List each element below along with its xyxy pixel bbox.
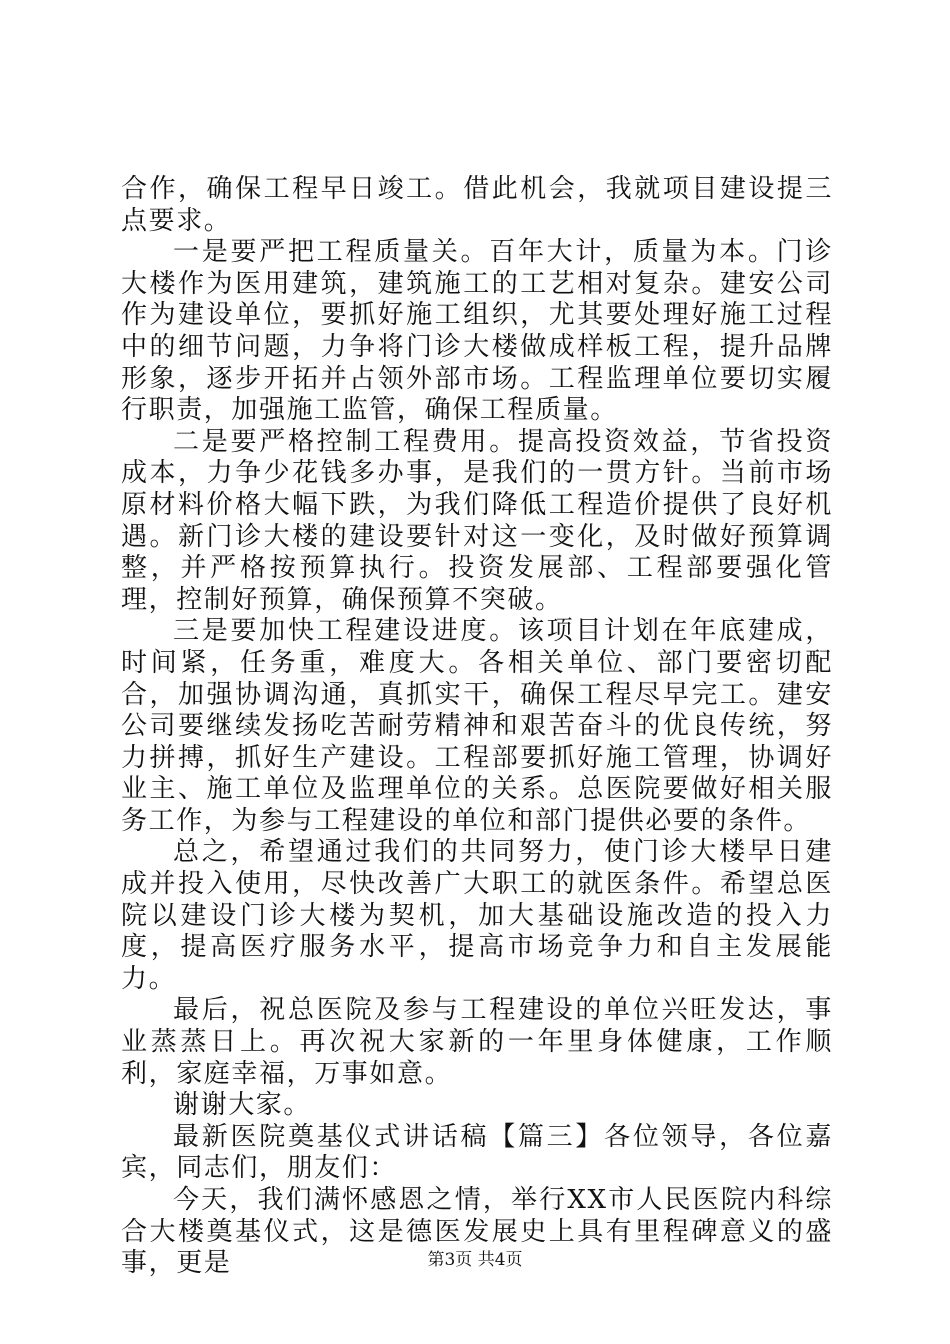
page-footer: 第3页 共4页: [427, 1250, 523, 1270]
paragraph-8: 最新医院奠基仪式讲话稿【篇三】各位领导，各位嘉宾，同志们，朋友们：: [121, 1121, 833, 1184]
paragraph-9: 今天，我们满怀感恩之情，举行XX市人民医院内科综合大楼奠基仪式，这是德医发展史上具有里程碑意义的盛事，更是: [121, 1185, 833, 1279]
paragraph-6: 最后，祝总医院及参与工程建设的单位兴旺发达，事业蒸蒸日上。再次祝大家新的一年里身体健康，工作顺利，家庭幸福，万事如意。: [121, 995, 833, 1089]
document-body: [121, 174, 833, 1280]
paragraph-7: 谢谢大家。: [173, 1090, 312, 1121]
paragraph-1: 合作，确保工程早日竣工。借此机会，我就项目建设提三点要求。: [121, 174, 833, 236]
paragraph-4: 三是要加快工程建设进度。该项目计划在年底建成，时间紧，任务重，难度大。各相关单位、部门要密切配合，加强协调沟通，真抓实干，确保工程尽早完工。建安公司要继续发扬吃苦耐劳精神和艰苦奋斗的优良传统，努力拼搏，抓好生产建设。工程部要抓好施工管理，协调好业主、施工单位及监理单位的关系。总医院要做好相关服务工作，为参与工程建设的单位和部门提供必要的条件。: [121, 616, 833, 836]
paragraph-5: 总之，希望通过我们的共同努力，使门诊大楼早日建成并投入使用，尽快改善广大职工的就医条件。希望总医院以建设门诊大楼为契机，加大基础设施改造的投入力度，提高医疗服务水平，提高市场竞争力和自主发展能力。: [121, 837, 833, 994]
paragraph-3: 二是要严格控制工程费用。提高投资效益，节省投资成本，力争少花钱多办事，是我们的一贯方针。当前市场原材料价格大幅下跌，为我们降低工程造价提供了良好机遇。新门诊大楼的建设要针对这一变化，及时做好预算调整，并严格按预算执行。投资发展部、工程部要强化管理，控制好预算，确保预算不突破。: [121, 426, 833, 615]
paragraph-2: 一是要严把工程质量关。百年大计，质量为本。门诊大楼作为医用建筑，建筑施工的工艺相对复杂。建安公司作为建设单位，要抓好施工组织，尤其要处理好施工过程中的细节问题，力争将门诊大楼做成样板工程，提升品牌形象，逐步开拓并占领外部市场。工程监理单位要切实履行职责，加强施工监管，确保工程质量。: [121, 237, 833, 426]
